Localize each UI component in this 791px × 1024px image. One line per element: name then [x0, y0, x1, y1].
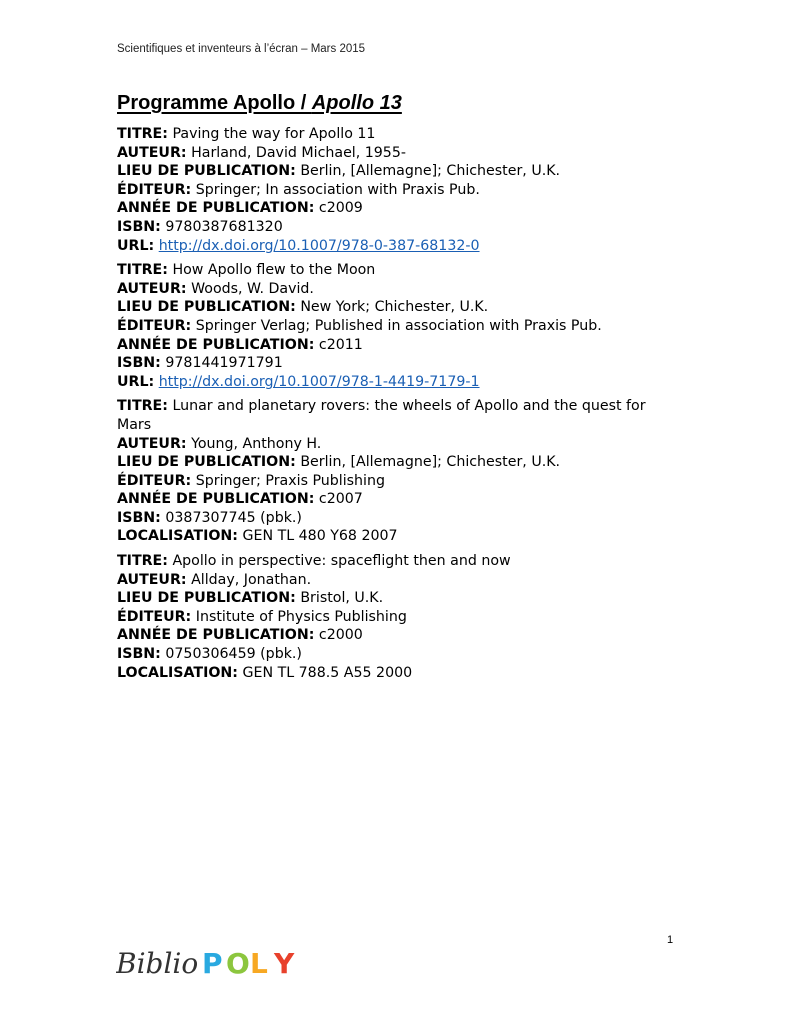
- field-isbn: [117, 354, 677, 373]
- field-label-titre: TITRE:: [117, 126, 168, 142]
- field-label-annee: ANNÉE DE PUBLICATION:: [117, 200, 315, 217]
- page-title-main: Programme Apollo /: [117, 92, 312, 114]
- field-label-auteur: AUTEUR:: [117, 435, 187, 452]
- field-annee: [117, 336, 677, 355]
- field-label-titre: TITRE:: [117, 398, 168, 415]
- field-lieu: [117, 453, 677, 472]
- page-title-subtitle: Apollo 13: [311, 92, 402, 114]
- field-editeur: [117, 181, 677, 200]
- field-editeur: [117, 608, 677, 627]
- field-isbn: [117, 645, 677, 664]
- bibliography-list: [117, 125, 677, 688]
- field-isbn: [117, 509, 677, 528]
- field-value-editeur: Springer; Praxis Publishing: [195, 472, 385, 489]
- field-value-annee: c2007: [318, 491, 363, 508]
- field-label-editeur: ÉDITEUR:: [117, 472, 192, 489]
- field-label-localisation: LOCALISATION:: [117, 528, 238, 545]
- field-label-editeur: ÉDITEUR:: [117, 608, 192, 625]
- field-value-lieu: Berlin, [Allemagne]; Chichester, U.K.: [300, 163, 561, 180]
- field-label-isbn: ISBN:: [117, 355, 161, 372]
- field-value-auteur: Young, Anthony H.: [191, 435, 322, 452]
- bibliopoly-logo-svg: [116, 940, 301, 980]
- logo-letter: Y: [274, 947, 295, 980]
- field-titre: [117, 261, 677, 280]
- page-title: [117, 92, 402, 115]
- field-auteur: [117, 435, 677, 454]
- field-value-lieu: New York; Chichester, U.K.: [300, 299, 489, 316]
- field-label-editeur: ÉDITEUR:: [117, 181, 192, 198]
- field-annee: [117, 626, 677, 645]
- field-label-lieu: LIEU DE PUBLICATION:: [117, 590, 296, 607]
- field-value-localisation: GEN TL 480 Y68 2007: [242, 528, 398, 545]
- field-editeur: [117, 317, 677, 336]
- field-value-localisation: GEN TL 788.5 A55 2000: [242, 664, 413, 681]
- field-lieu: [117, 298, 677, 317]
- field-localisation: [117, 527, 677, 546]
- field-value-annee: c2009: [318, 200, 363, 217]
- field-editeur: [117, 472, 677, 491]
- field-label-url: URL:: [117, 373, 155, 390]
- bibliography-record: [117, 125, 677, 255]
- bibliography-record: [117, 552, 677, 682]
- field-localisation: [117, 664, 677, 683]
- field-value-isbn: 9780387681320: [165, 218, 283, 235]
- field-value-editeur: Springer Verlag; Published in association with Praxis Pub.: [195, 317, 602, 334]
- field-value-isbn: 0750306459 (pbk.): [165, 646, 302, 663]
- field-value-lieu: Bristol, U.K.: [300, 590, 384, 607]
- field-label-lieu: LIEU DE PUBLICATION:: [117, 299, 296, 316]
- field-label-annee: ANNÉE DE PUBLICATION:: [117, 627, 315, 644]
- logo-letter: L: [250, 947, 268, 980]
- svg-text:Biblio: Biblio: [116, 947, 199, 980]
- field-label-editeur: ÉDITEUR:: [117, 317, 192, 334]
- field-value-titre: Apollo in perspective: spaceflight then and now: [172, 553, 511, 570]
- field-value-titre: Lunar and planetary rovers: the wheels of Apollo and the quest for Mars: [117, 398, 646, 433]
- field-annee: [117, 199, 677, 218]
- field-label-titre: TITRE:: [117, 262, 168, 279]
- field-url: [117, 237, 677, 256]
- field-titre: [117, 397, 677, 434]
- field-value-auteur: Allday, Jonathan.: [191, 571, 312, 588]
- field-lieu: [117, 589, 677, 608]
- field-url: [117, 373, 677, 392]
- field-label-annee: ANNÉE DE PUBLICATION:: [117, 336, 315, 353]
- field-label-titre: TITRE:: [117, 553, 168, 570]
- logo-letter: P: [202, 947, 223, 980]
- field-label-isbn: ISBN:: [117, 646, 161, 663]
- field-label-auteur: AUTEUR:: [117, 280, 187, 297]
- field-annee: [117, 490, 677, 509]
- field-isbn: [117, 218, 677, 237]
- field-label-annee: ANNÉE DE PUBLICATION:: [117, 491, 315, 508]
- field-titre: [117, 552, 677, 571]
- field-label-lieu: LIEU DE PUBLICATION:: [117, 163, 296, 180]
- field-value-lieu: Berlin, [Allemagne]; Chichester, U.K.: [300, 454, 561, 471]
- bibliography-record: [117, 261, 677, 391]
- field-auteur: [117, 280, 677, 299]
- field-value-isbn: 9781441971791: [165, 355, 283, 372]
- field-value-isbn: 0387307745 (pbk.): [165, 509, 302, 526]
- field-label-isbn: ISBN:: [117, 218, 161, 235]
- page-number: 1: [667, 934, 674, 946]
- bibliopoly-logo: [116, 940, 301, 984]
- field-label-localisation: LOCALISATION:: [117, 664, 238, 681]
- field-value-titre: How Apollo flew to the Moon: [172, 262, 376, 279]
- field-value-annee: c2000: [318, 627, 363, 644]
- field-label-auteur: AUTEUR:: [117, 571, 187, 588]
- field-value-auteur: Woods, W. David.: [191, 280, 314, 297]
- bibliography-record: [117, 397, 677, 546]
- field-value-editeur: Springer; In association with Praxis Pub.: [195, 181, 480, 198]
- logo-letter: O: [226, 947, 250, 980]
- field-auteur: [117, 144, 677, 163]
- url-link[interactable]: http://dx.doi.org/10.1007/978-1-4419-7179-1: [158, 373, 480, 390]
- field-label-auteur: AUTEUR:: [117, 144, 187, 161]
- field-label-lieu: LIEU DE PUBLICATION:: [117, 454, 296, 471]
- field-value-annee: c2011: [318, 336, 363, 353]
- field-lieu: [117, 162, 677, 181]
- field-value-titre: Paving the way for Apollo 11: [172, 126, 376, 142]
- field-auteur: [117, 571, 677, 590]
- field-value-auteur: Harland, David Michael, 1955-: [191, 144, 406, 161]
- running-header: Scientifiques et inventeurs à l’écran – Mars 2015: [117, 43, 366, 55]
- url-link[interactable]: http://dx.doi.org/10.1007/978-0-387-68132-0: [158, 237, 480, 254]
- field-value-editeur: Institute of Physics Publishing: [195, 608, 407, 625]
- field-label-url: URL:: [117, 237, 155, 254]
- field-label-isbn: ISBN:: [117, 509, 161, 526]
- field-titre: [117, 125, 677, 144]
